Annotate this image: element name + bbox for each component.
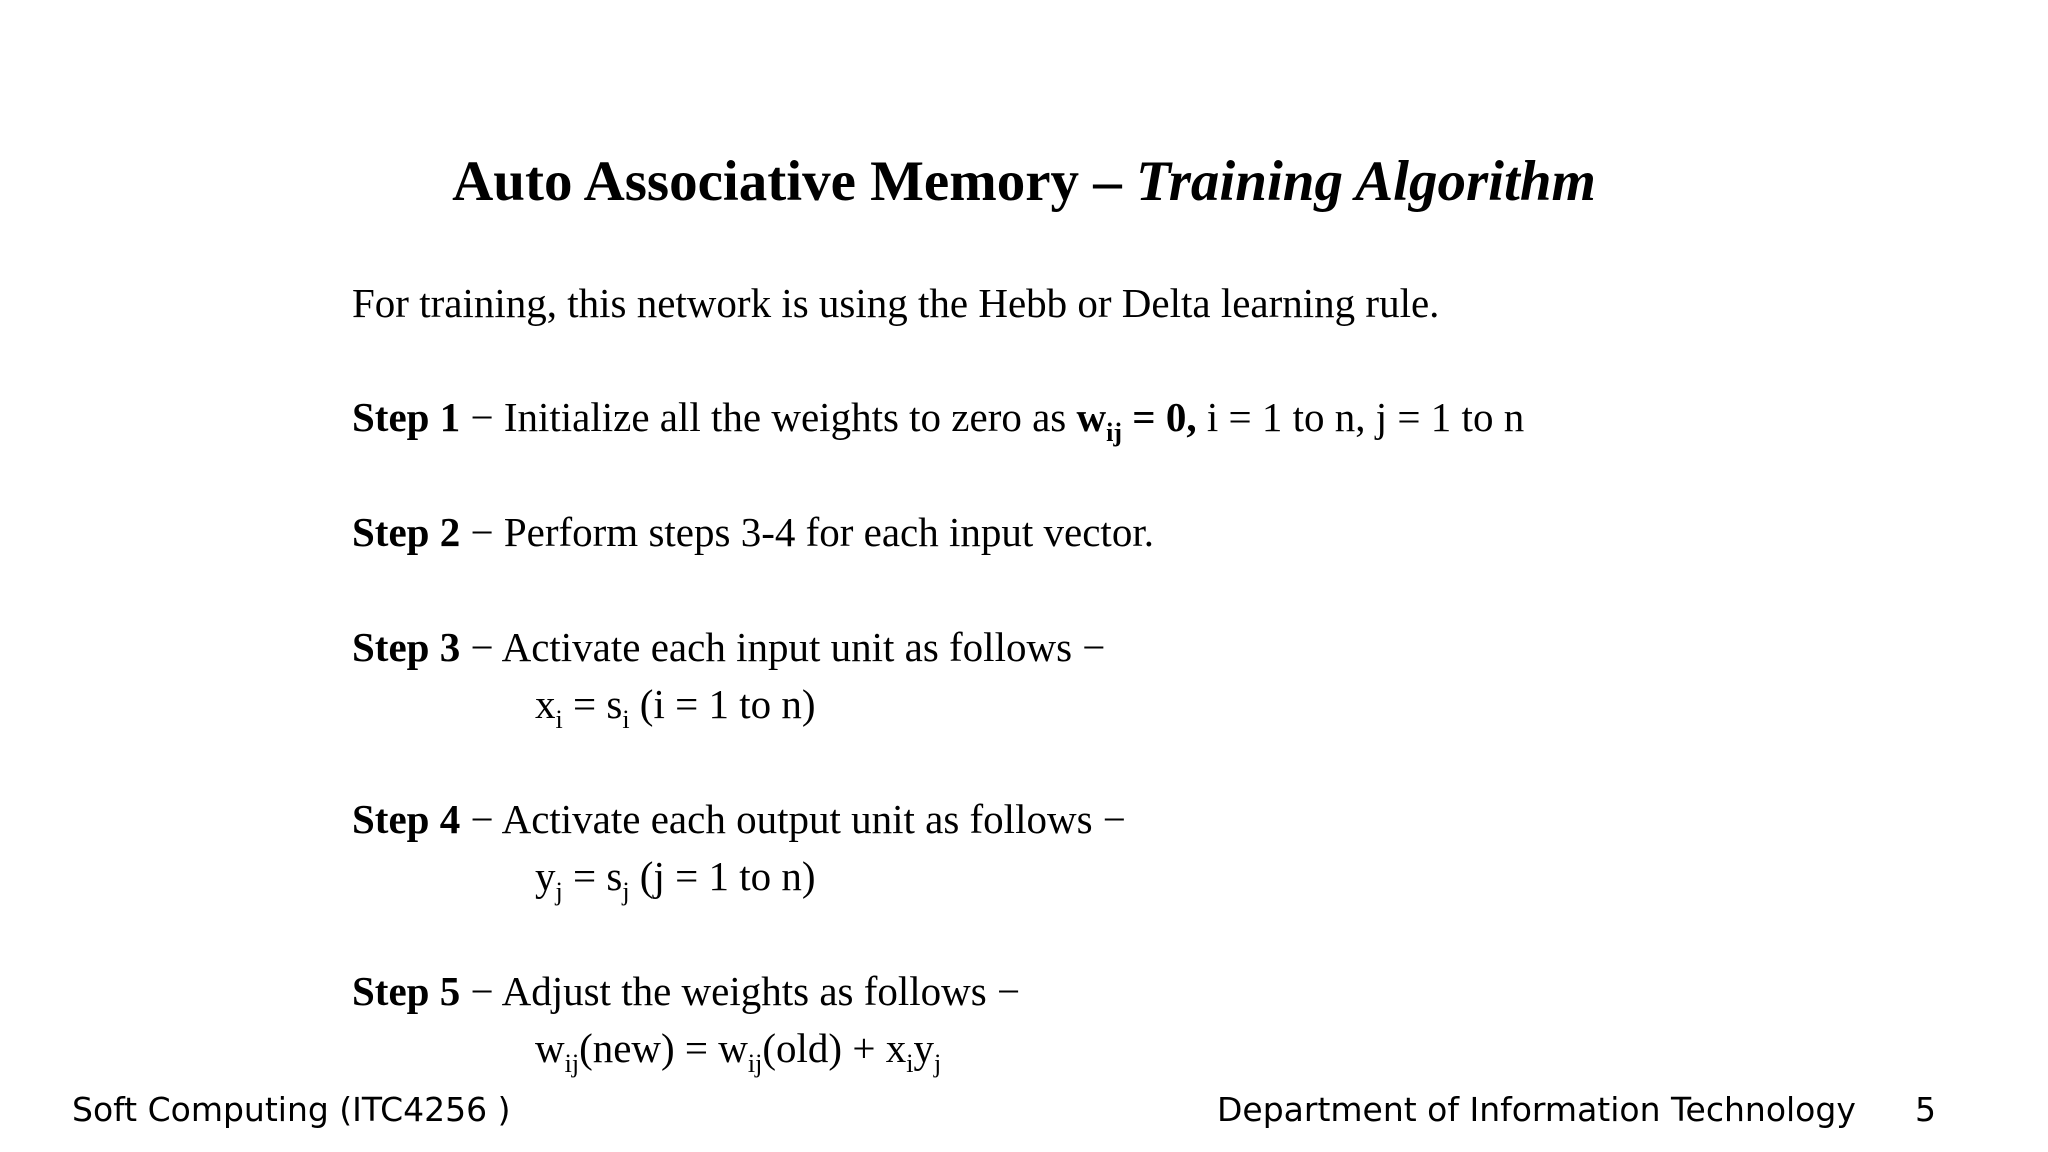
step-4-formula (535, 848, 816, 904)
formula-eq-s: = s (562, 681, 623, 727)
title-italic: Training Algorithm (1136, 150, 1596, 213)
step-5 (352, 963, 1020, 1019)
step-1 (352, 389, 1524, 445)
page-number: 5 (1915, 1090, 1936, 1129)
formula-range: (j = 1 to n) (629, 853, 816, 899)
step-5-text: Adjust the weights as follows − (501, 968, 1021, 1014)
step-1-w: w (1076, 394, 1107, 440)
step-1-eq: = 0, (1122, 394, 1197, 440)
formula-y: y (913, 1025, 934, 1071)
formula-s-sub: j (622, 877, 630, 906)
formula-w-sub: ij (747, 1049, 763, 1078)
formula-y: y (535, 853, 556, 899)
step-4-text: Activate each output unit as follows − (501, 796, 1126, 842)
step-2-label: Step 2 (352, 509, 461, 555)
formula-x-sub: i (555, 705, 563, 734)
formula-eq-s: = s (562, 853, 623, 899)
step-4-dash: − (460, 796, 502, 842)
formula-range: (i = 1 to n) (629, 681, 816, 727)
formula-w: w (535, 1025, 565, 1071)
step-1-label: Step 1 (352, 394, 461, 440)
formula-old-plus-x: (old) + x (762, 1025, 907, 1071)
formula-s-sub: i (622, 705, 630, 734)
formula-w-sub: ij (564, 1049, 580, 1078)
formula-y-sub: j (933, 1049, 942, 1078)
step-1-dash: − (460, 394, 504, 440)
formula-y-sub: j (555, 877, 563, 906)
step-4 (352, 791, 1126, 847)
step-1-text: Initialize all the weights to zero as (503, 394, 1067, 440)
step-5-label: Step 5 (352, 968, 461, 1014)
step-3-text: Activate each input unit as follows − (501, 624, 1106, 670)
formula-x-sub: i (906, 1049, 914, 1078)
step-3-dash: − (460, 624, 502, 670)
step-5-dash: − (460, 968, 502, 1014)
step-1-weight (1076, 394, 1197, 447)
step-2-text: Perform steps 3-4 for each input vector. (503, 509, 1154, 555)
step-4-label: Step 4 (352, 796, 461, 842)
step-3-formula (535, 676, 816, 732)
slide-title (0, 142, 2048, 222)
step-5-formula (535, 1020, 941, 1076)
title-main: Auto Associative Memory – (452, 150, 1122, 213)
step-3 (352, 619, 1105, 675)
footer-course: Soft Computing (ITC4256 ) (72, 1090, 511, 1129)
step-3-label: Step 3 (352, 624, 461, 670)
step-2 (352, 504, 1154, 560)
formula-x: x (535, 681, 556, 727)
formula-new-eq-w: (new) = w (579, 1025, 748, 1071)
step-2-dash: − (460, 509, 504, 555)
footer-department: Department of Information Technology (1217, 1090, 1856, 1129)
step-1-w-sub: ij (1106, 418, 1123, 447)
step-1-rest: i = 1 to n, j = 1 to n (1196, 394, 1525, 440)
intro-text: For training, this network is using the Hebb or Delta learning rule. (352, 280, 1440, 326)
